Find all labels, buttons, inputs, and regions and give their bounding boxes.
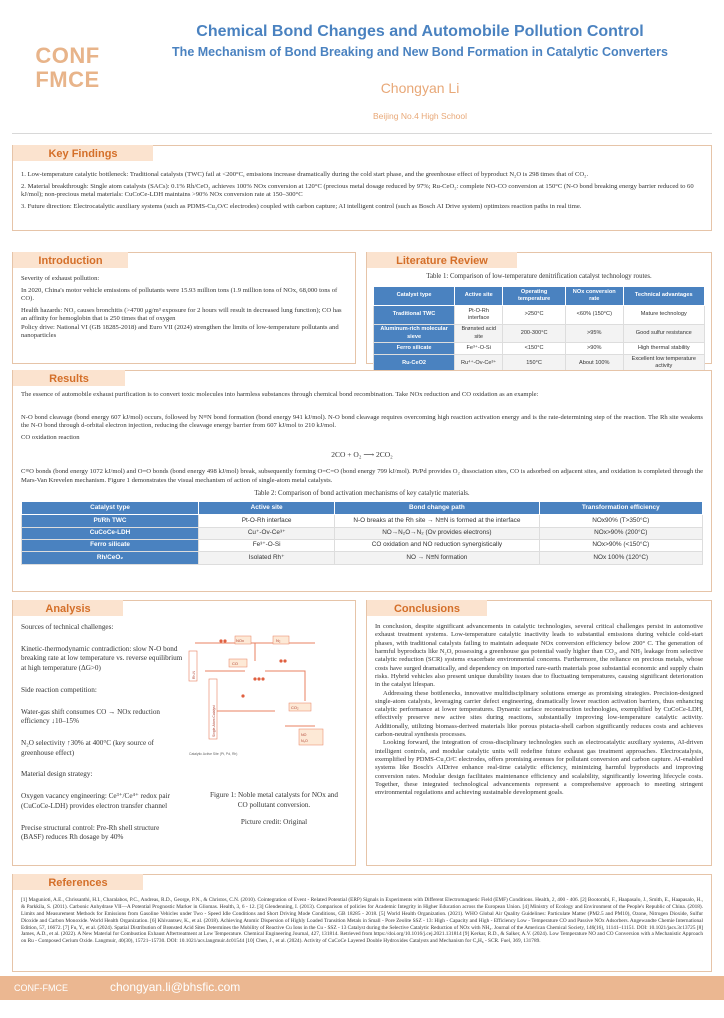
literature-review-section bbox=[366, 252, 712, 370]
intro-paragraph: Health hazards: NO₂ causes bronchitis (>4700 μg/m³ exposure for 2 hours will result in decreased lung function); CO has an affinity for hemoglobin that is 250 times that of oxygen bbox=[21, 306, 342, 323]
picture-credit: Picture credit: Original bbox=[240, 818, 308, 827]
table2: Catalyst type Active site Bond change path Transformation efficiency Pt/Rh TWC Pt-O-Rh interface N-O breaks at the Rh site → N≡N is formed at the interface NOx90% (T>350°C) CuCoCe-LDH Cu⁺-Ov-Ce³⁺ NO→N₂O→N₂ (Ov provides electrons) NOx>90% (200°C) Ferro silicate Fe³⁺-O-Si CO oxidation and NO reduction synergistically NOx>90% (<150°C) Rh/CeO₂ Isolated Rh⁺ NO → N≡N formation NOx 100% (120°C) bbox=[21, 501, 703, 565]
finding-item: 3. Future direction: Electrocatalytic auxiliary systems (such as PDMS-Cu₂O/C electrodes) coupled with carbon capture; AI intelligent control (such as Bosch AI Drive system) optimizes reaction paths in real time. bbox=[21, 202, 582, 210]
results-section bbox=[12, 370, 712, 592]
fig-label-site: Catalytic Active Site (Pt, Pd, Rh) bbox=[189, 752, 238, 756]
results-paragraph: The essence of automobile exhaust purification is to convert toxic molecules into harmless substances through chemical bond recombination. Take NOx reduction and CO oxidation as an example: bbox=[21, 391, 539, 398]
fig-label-rhn: Rh-N bbox=[192, 671, 196, 679]
table1: Catalyst type Active site Operating temperature NOx conversion rate Technical advantages Traditional TWC Pt-O-Rh interface >250°C <60% (150°C) Mature technology Aluminum-rich molecular sieve Brønsted acid site 200-300°C >95% Good sulfur resistance Ferro silicate Fe³⁺-O-Si <150°C >90% High thermal stability Ru-CeO2 Ru⁴⁺-Ov-Ce³⁺ 150°C About 100% Excellent low temperature activity bbox=[373, 286, 705, 373]
poster-subtitle: The Mechanism of Bond Breaking and New Bond Formation in Catalytic Converters bbox=[172, 45, 668, 59]
intro-paragraph: Policy drive: National VI (GB 18285-2018) and Euro VII (2024) strengthen the limits of low-temperature pollutants and nanoparticles bbox=[21, 323, 339, 340]
poster-footer bbox=[0, 976, 724, 1000]
introduction-section bbox=[12, 252, 356, 364]
conference-logo: CONF FMCE bbox=[35, 43, 100, 93]
analysis-section bbox=[12, 600, 356, 866]
section-title: Analysis bbox=[13, 600, 123, 616]
table-row: Traditional TWC Pt-O-Rh interface >250°C <60% (150°C) Mature technology bbox=[374, 306, 705, 325]
conclusion-paragraph: In conclusion, despite significant advancements in catalytic technologies, several critical challenges persist in automotive exhaust treatment systems. Low-temperature catalytic inactivity leads to substantial emissions during vehicle cold-start phases, with traditional catalysts failing to maintain adequate NOx conversion efficiency below 200° C. The generation of harmful byproducts like N₂O, possessing a greenhouse gas potential vastly higher than CO₂, and NH₃ leakage from selective catalytic reduction (SCR) systems exacerbate environmental concerns. Furthermore, the reliance on precious metals, whose costs have surged dramatically, and dependency on imported rare-earth materials pose substantial economic and supply chain risks. Hybrid vehicles also present unique durability issues due to fluctuating temperatures, causing significant deterioration in the catalyst lifespan. bbox=[375, 623, 703, 689]
analysis-paragraph: Kinetic-thermodynamic contradiction: slow N-O bond breaking rate at low temperature vs. reverse equilibrium at high temperature (ΔG>0) bbox=[21, 644, 183, 673]
analysis-paragraph: Precise structural control: Pre-Rh shell structure (BASF) reduces Rh dosage by 40% bbox=[21, 823, 160, 842]
references-section bbox=[12, 874, 712, 972]
key-findings-section bbox=[12, 145, 712, 231]
figure1-caption: Figure 1: Noble metal catalysts for NOx and CO pollutant conversion. bbox=[210, 791, 338, 809]
section-title: References bbox=[13, 874, 143, 890]
table-row: Ru-CeO2 Ru⁴⁺-Ov-Ce³⁺ 150°C About 100% Excellent low temperature activity bbox=[374, 354, 705, 373]
analysis-paragraph: Water-gas shift consumes CO → NOx reduction efficiency ↓10–15% bbox=[21, 707, 161, 726]
conclusion-paragraph: Looking forward, the integration of cross-disciplinary technologies such as electrocatalytic auxiliary systems, AI-driven intelligent controls, and modular catalytic units will redefine future exhaust gas treatment approaches. Electrocatalysis, exemplified by PDMS-Cu₂O/C electrodes, offers promising avenues for pollutant conversion and carbon capture. AI-enabled systems like Bosch's AIDrive enhance real-time catalytic efficiency, minimizing harmful byproducts and improving conversion rates. Modular design facilitates maintenance efficiency and scalability, significantly lowering lifecycle costs. Together, these integrated technological advancements represent a comprehensive approach to meeting stringent environmental regulations and achieving sustainable development goals. bbox=[375, 739, 703, 797]
co-oxidation-equation: 2CO + O₂ ⟶ 2CO₂ bbox=[331, 450, 393, 460]
poster-title: Chemical Bond Changes and Automobile Pollution Control bbox=[196, 23, 644, 40]
header-divider bbox=[12, 133, 712, 134]
figure1-caption-block bbox=[209, 791, 339, 828]
fig-label-no: NO bbox=[301, 733, 307, 737]
section-title: Key Findings bbox=[13, 145, 153, 161]
table2-caption: Table 2: Comparison of bond activation mechanisms of key catalytic materials. bbox=[254, 490, 470, 498]
conclusion-paragraph: Addressing these bottlenecks, innovative multidisciplinary solutions emerge as promising strategies. Precision-designed single-atom catalysts, leveraging carrier defect engineering, dramatically lower reaction activation barriers, thus enhancing catalytic performance at lower temperatures. Dynamic surface reconstruction technologies, exemplified by CuCoCe-LDH, effectively preserve new active sites during reactions, substantially improving low-temperature catalytic activity. Additionally, utilizing biomass-derived materials like porous pistacia-shell carbon significantly reduces costs and achieves carbon-neutral synthesis processes. bbox=[375, 689, 703, 739]
results-paragraph: C≡O bonds (bond energy 1072 kJ/mol) and O=O bonds (bond energy 498 kJ/mol) break, subsequently forming O=C=O (bond energy 799 kJ/mol). Pt/Pd provides O₂ dissociation sites, CO is adsorbed on adjacent sites, and oxidation is completed through the Mars-Van Krevelen mechanism. Figure 1 demonstrates the visual mechanism of action of single-atom metal catalysts. bbox=[21, 468, 703, 484]
section-title: Literature Review bbox=[367, 252, 517, 268]
fig-label-nox: NOx bbox=[236, 638, 244, 643]
table-row: Pt/Rh TWC Pt-O-Rh interface N-O breaks at the Rh site → N≡N is formed at the interface NOx90% (T>350°C) bbox=[22, 515, 703, 527]
affiliation: Beijing No.4 High School bbox=[372, 111, 468, 121]
results-paragraph: N-O bond cleavage (bond energy 607 kJ/mol) occurs, followed by N≡N bond formation (bond energy 941 kJ/mol). N-O bond cleavage requires overcoming high reaction activation energy and is the rate-determining step of the reaction. The Rh site weakens the N-O bond through d-orbital electron injection, reducing the cleavage energy barrier from 607 kJ/mol to 210 kJ/mol. bbox=[21, 413, 703, 430]
poster-header bbox=[0, 0, 724, 145]
author-name: Chongyan Li bbox=[380, 80, 460, 96]
table-row: Rh/CeO₂ Isolated Rh⁺ NO → N≡N formation NOx 100% (120°C) bbox=[22, 552, 703, 564]
conclusions-section bbox=[366, 600, 712, 866]
fig-label-n2o: N₂O bbox=[301, 739, 308, 743]
footer-email[interactable]: chongyan.li@bhsfic.com bbox=[110, 980, 241, 994]
analysis-paragraph: Sources of technical challenges: bbox=[21, 623, 114, 631]
figure1-diagram bbox=[185, 631, 335, 759]
intro-paragraph: Severity of exhaust pollution: bbox=[21, 275, 100, 282]
table-row: CuCoCe-LDH Cu⁺-Ov-Ce³⁺ NO→N₂O→N₂ (Ov provides electrons) NOx>90% (200°C) bbox=[22, 527, 703, 539]
fig-label-co: CO bbox=[232, 661, 238, 666]
analysis-paragraph: Material design strategy: bbox=[21, 770, 93, 779]
finding-item: 1. Low-temperature catalytic bottleneck: Traditional catalysts (TWC) fail at <200°C, emissions increase dramatically during the cold start phase, and the greenhouse effect of byproduct N₂O is 298 times that of CO₂. bbox=[21, 171, 589, 178]
section-title: Results bbox=[13, 370, 125, 386]
table1-caption: Table 1: Comparison of low-temperature denitrification catalyst technology routes. bbox=[426, 273, 652, 280]
table-row: Ferro silicate Fe³⁺-O-Si <150°C >90% High thermal stability bbox=[374, 343, 705, 354]
table-row: Ferro silicate Fe³⁺-O-Si CO oxidation and NO reduction synergistically NOx>90% (<150°C) bbox=[22, 539, 703, 551]
analysis-paragraph: N₂O selectivity ↑30% at 400°C (key source of greenhouse effect) bbox=[21, 739, 154, 757]
fig-label-co2: CO₂ bbox=[291, 705, 299, 710]
results-paragraph: CO oxidation reaction bbox=[21, 433, 80, 441]
references-text: [1] Magunioti, A.E., Chrissanthi, H.I., Charalabos, P.C., Andreas, R.D., George, P.N., & Christos, C.N. (2010). Cointegration of Event - Related Potential (ERP) Signals in Experiments with Different Electromagnetic Field (EMF) Conditions. Health, 2, 400 - 406. [2] Bootorabi, F., Haapasalo, J., Smith, E., Haapasalo, H., & Parkkila, S. (2011). Carbonic Anhydrase VII—A Potential Prognostic Marker in Gliomas. Health, 3, 6 - 12. [3] Glendenning, I. (2013). Comparison of policies for Academic Integrity in Higher Education across the European Union. [4] Ministry of Ecology and Environment of the People's Republic of China. (2018). Limits and Measurement Methods for Emissions from Gasoline Vehicles under Two - Speed Idle Conditions and Short Driving Mode Conditions, GB 18285 - 2018. [5] World Health Organization. (2021). WHO Global Air Quality Guidelines: Particulate Matter (PM2.5 and PM10), Ozone, Nitrogen Dioxide, Sulfur Dioxide and Carbon Monoxide. World Health Organization. [6] Khivantsev, K., et al. (2018). Achieving Atomic Dispersion of Highly Loaded Transition Metals in Small - Pore Zeolite SSZ - 13: High - Capacity and High - Efficiency Low - Temperature CO and Passive NOx Adsorbers. Angewandte Chemie International Edition, 57, 16672. [7] Fu, Y., et al. (2024). Spatial Distribution of Brønsted Acid Sites Determines the Mobility of Reactive Cu Ions in the Cu - SSZ - 13 Catalyst during the Selective Catalytic Reduction of NOx with NH₃. Journal of the American Chemical Society, 146(16), 11141–11151. DOI: 10.1021/jacs.3c13725 [8] James, A.D., et al. (2022). A New Material for Combustion Exhaust Aftertreatment at Low Temperature. Chemical Engineering Journal, 427, 131814. Retrieved from https://doi.org/10.1016/j.cej.2021.131814 [9] Kerkar, R.D., & Salker, A.V. (2024). Low Temperature NO and CO Conversion with a Mechanistic Approach on Ru - Composed Cerium Oxide. Langmuir, 40(30), 15721–15730. DOI: 10.1021/acs.langmuir.4c01544 [10] Chen, J., et al. (2024). Activity of CuCoCe Layered Double Hydroxides Catalysts and Mechanism for C₃H₆ - SCR. Fuel, 369, 131789. bbox=[21, 897, 703, 945]
analysis-paragraph: Side reaction competition: bbox=[21, 685, 97, 694]
footer-conference: CONF-FMCE bbox=[14, 983, 68, 993]
intro-paragraph: In 2020, China's motor vehicle emissions of pollutants were 15.93 million tons (1.9 million tons of NOx, 68,000 tons of CO). bbox=[21, 286, 338, 303]
section-title: Introduction bbox=[13, 252, 128, 268]
section-title: Conclusions bbox=[367, 600, 487, 616]
table-row: Aluminum-rich molecular sieve Brønsted acid site 200-300°C >95% Good sulfur resistance bbox=[374, 324, 705, 343]
fig-label-sac: Single-Atom Catalyst bbox=[212, 705, 216, 737]
analysis-paragraph: Oxygen vacancy engineering: Ce³⁺/Ce⁴⁺ redox pair (CuCoCe-LDH) provides electron transfer channel bbox=[21, 792, 170, 810]
finding-item: 2. Material breakthrough: Single atom catalysts (SACs): 0.1% Rh/CeO₂ achieves 100% NOx conversion at 120°C (precious metal dosage reduced by 97%; Ru-CeO₂: complete NO-CO conversion at 150°C (N-O bond breaking energy barrier reduced to 60 kJ/mol); non-precious metal materials: CuCoCe-LDH maintains >90% NOx conversion rate at 150–300°C bbox=[21, 182, 694, 199]
fig-label-n2: N₂ bbox=[276, 638, 281, 643]
